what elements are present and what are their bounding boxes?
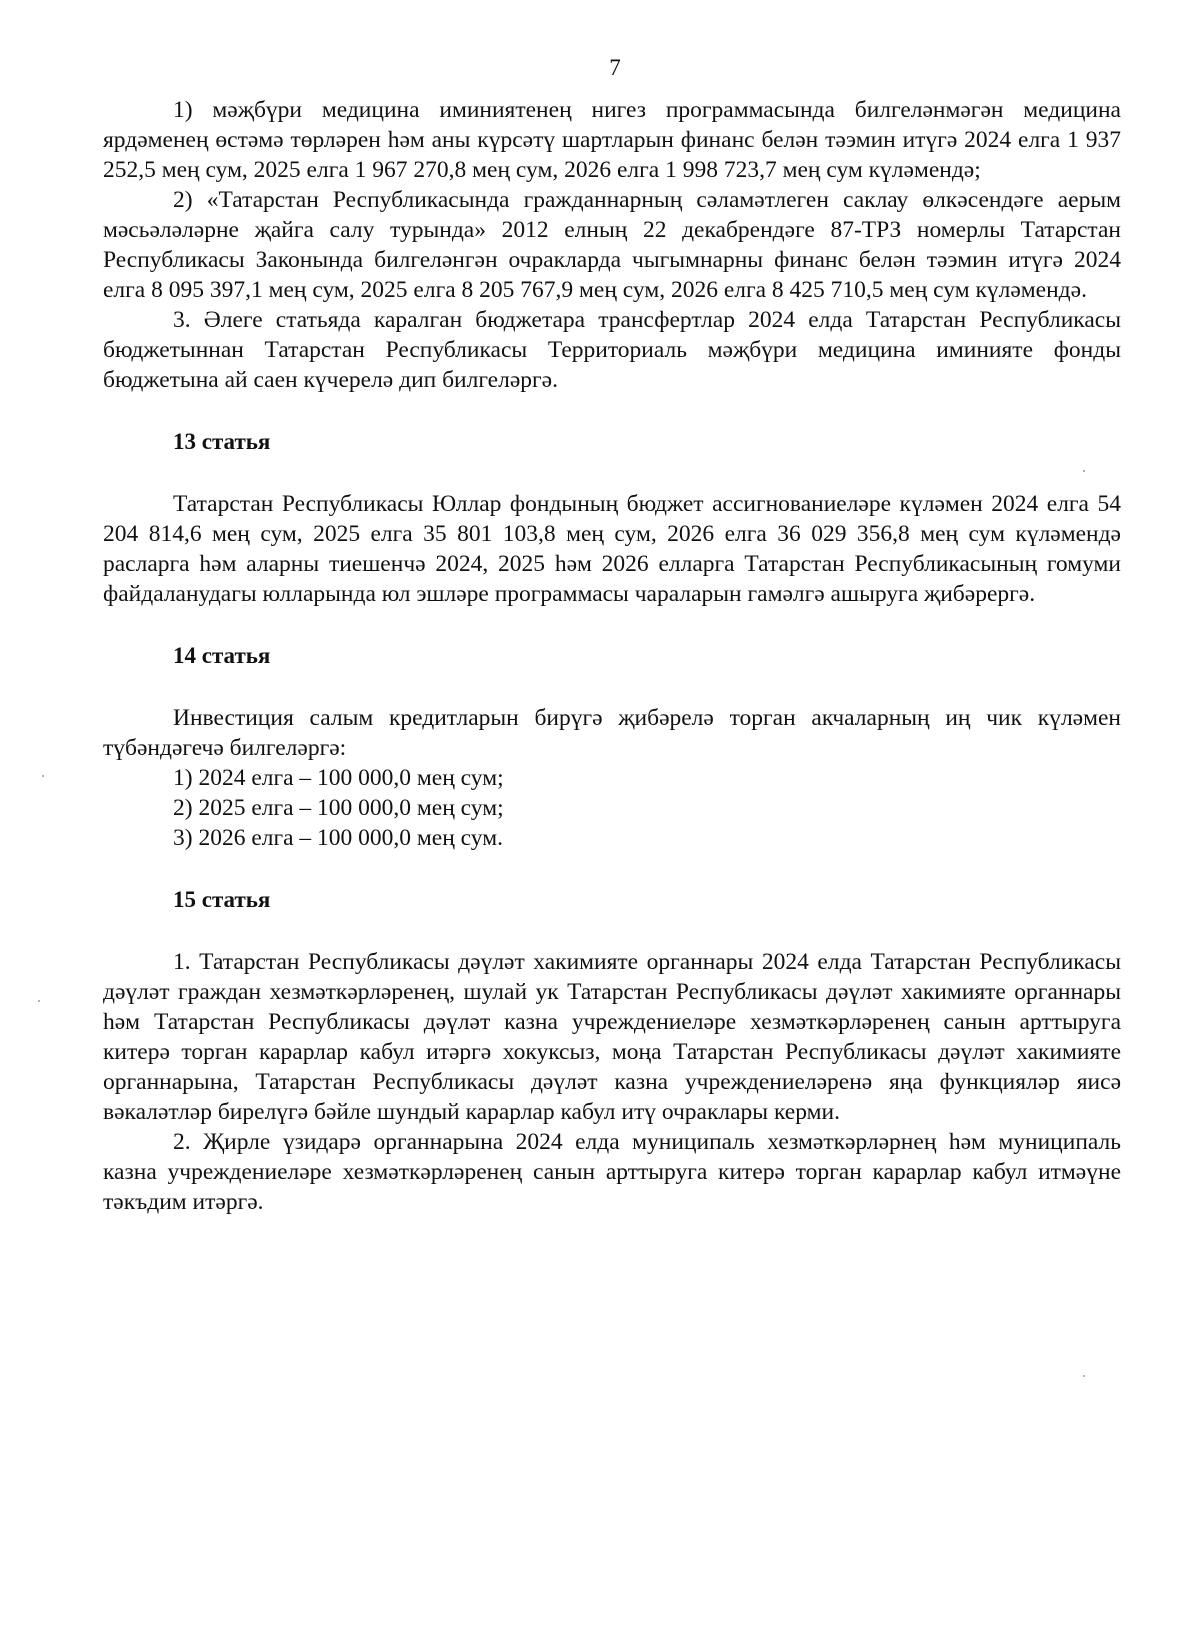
article-14-list-item-3: 3) 2026 елга – 100 000,0 мең сум. [173, 825, 503, 851]
article-14-list-item-1: 1) 2024 елга – 100 000,0 мең сум; [173, 765, 504, 791]
paragraph-point-3: 3. Әлеге статьяда каралган бюджетара трансфертлар 2024 елда Татарстан Республикасы бюджетыннан Татарстан Республикасы Территориаль мәҗбүри медицина иминияте фонды бюджетына ай саен күчерелә дип билгеләргә. [103, 307, 1121, 393]
document-body [103, 95, 1121, 1217]
paragraph-item-2: 2) «Татарстан Республикасында гражданнарның сәламәтлеген саклау өлкәсендәге аерым мәсьәләләрне җайга салу турында» 2012 елның 22 декабрендәге 87-ТРЗ номерлы Татарстан Республикасы Законында билгеләнгән очракларда чыгымнарны финанс белән тәэмин итүгә 2024 елга 8 095 397,1 мең сум, 2025 елга 8 205 767,9 мең сум, 2026 елга 8 425 710,5 мең сум күләмендә. [103, 187, 1121, 303]
article-14-list-item-2: 2) 2025 елга – 100 000,0 мең сум; [173, 795, 504, 821]
article-15-heading: 15 статья [173, 887, 271, 912]
page-number: 7 [609, 55, 621, 80]
article-15-point-1: 1. Татарстан Республикасы дәүләт хакимияте органнары 2024 елда Татарстан Республикасы дәүләт граждан хезмәткәрләренең, шулай ук Татарстан Республикасы дәүләт хакимияте органнары һәм Татарстан Республикасы дәүләт казна учреждениеләре хезмәткәрләренең санын арттыруга китерә торган карарлар кабул итәргә хокуксыз, моңа Татарстан Республикасы дәүләт хакимияте органнарына, Татарстан Республикасы дәүләт казна учреждениеләренә яңа функцияләр яисә вәкаләтләр бирелүгә бәйле шундый карарлар кабул итү очраклары керми. [103, 949, 1121, 1125]
scan-speck [1083, 1375, 1085, 1377]
article-14-intro: Инвестиция салым кредитларын бирүгә җибәрелә торган акчаларның иң чик күләмен түбәндәгечә билгеләргә: [103, 705, 1121, 761]
article-15-point-2: 2. Җирле үзидарә органнарына 2024 елда муниципаль хезмәткәрләрнең һәм муниципаль казна учреждениеләре хезмәткәрләренең санын арттыруга китерә торган карарлар кабул итмәүне тәкъдим итәргә. [103, 1129, 1121, 1215]
article-13-text: Татарстан Республикасы Юллар фондының бюджет ассигнованиеләре күләмен 2024 елга 54 204 814,6 мең сум, 2025 елга 35 801 103,8 мең сум, 2026 елга 36 029 356,8 мең сум күләмендә расларга һәм аларны тиешенчә 2024, 2025 һәм 2026 елларга Татарстан Республикасының гомуми файдаланудагы юлларында юл эшләре программасы чараларын гамәлгә ашыруга җибәрергә. [103, 491, 1121, 607]
paragraph-item-1: 1) мәҗбүри медицина иминиятенең нигез программасында билгеләнмәгән медицина ярдәменең өстәмә төрләрен һәм аны күрсәтү шартларын финанс белән тәэмин итүгә 2024 елга 1 937 252,5 мең сум, 2025 елга 1 967 270,8 мең сум, 2026 елга 1 998 723,7 мең сум күләмендә; [103, 97, 1121, 183]
scan-speck [38, 1000, 40, 1002]
scan-speck [1083, 470, 1085, 472]
scan-speck [42, 775, 44, 777]
article-14-heading: 14 статья [173, 643, 271, 668]
article-13-heading: 13 статья [173, 429, 271, 454]
